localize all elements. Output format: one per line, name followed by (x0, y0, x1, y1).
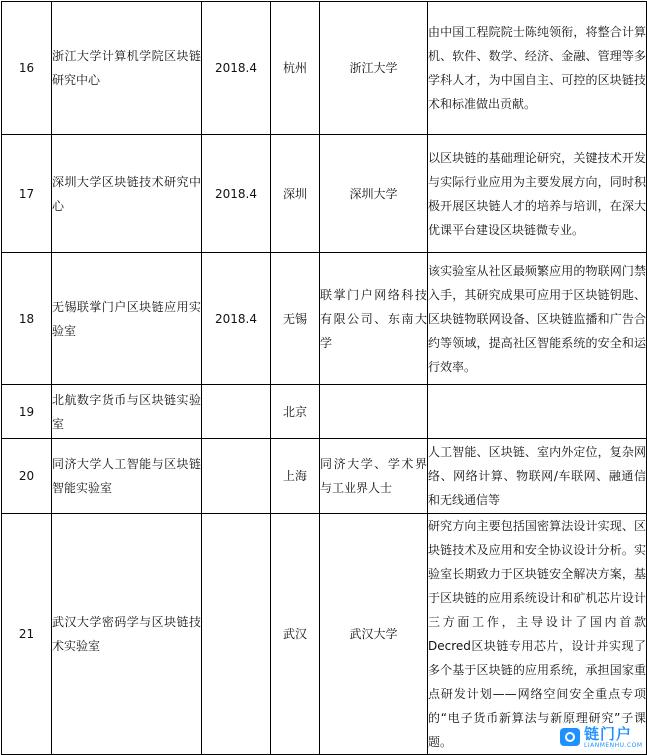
table-row (2, 439, 647, 514)
organization: 同济大学、学术界与工业界人士 (320, 439, 428, 514)
founded-date (202, 514, 271, 755)
watermark-logo (560, 726, 642, 750)
founded-date (202, 439, 271, 514)
city: 武汉 (271, 514, 320, 755)
organization: 武汉大学 (320, 514, 428, 755)
row-number: 21 (2, 514, 52, 755)
description: 以区块链的基础理论研究，关键技术开发与实际行业应用为主要发展方向，同时积极开展区块链人才的培养与培训，在深大优课平台建设区块链微专业。 (428, 135, 647, 253)
lab-name: 深圳大学区块链技术研究中心 (52, 135, 202, 253)
table-row (2, 135, 647, 253)
description: 由中国工程院院士陈纯领衔，将整合计算机、软件、数学、经济、金融、管理等多学科人才，为中国自主、可控的区块链技术和标准做出贡献。 (428, 2, 647, 135)
lab-name: 无锡联掌门户区块链应用实验室 (52, 253, 202, 385)
city: 深圳 (271, 135, 320, 253)
city: 上海 (271, 439, 320, 514)
organization (320, 385, 428, 439)
description: 研究方向主要包括国密算法设计实现、区块链技术及应用和安全协议设计分析。实验室长期致力于区块链安全解决方案，基于区块链的应用系统设计和矿机芯片设计三方面工作，主导设计了国内首款Decred区块链专用芯片，设计并实现了多个基于区块链的应用系统，承担国家重点研发计划——网络空间安全重点专项的“电子货币新算法与新原理研究”子课题。 (428, 514, 647, 755)
founded-date: 2018.4 (202, 253, 271, 385)
blockchain-lab-table (1, 1, 647, 755)
description: 该实验室从社区最频繁应用的物联网门禁入手，其研究成果可应用于区块链钥匙、区块链物联网设备、区块链监播和广告合约等领域，提高社区智能系统的安全和运行效率。 (428, 253, 647, 385)
lab-name: 北航数字货币与区块链实验室 (52, 385, 202, 439)
city: 无锡 (271, 253, 320, 385)
founded-date: 2018.4 (202, 2, 271, 135)
table-row (2, 385, 647, 439)
organization: 深圳大学 (320, 135, 428, 253)
table-row (2, 253, 647, 385)
lab-name: 同济大学人工智能与区块链智能实验室 (52, 439, 202, 514)
lab-name: 浙江大学计算机学院区块链研究中心 (52, 2, 202, 135)
founded-date: 2018.4 (202, 135, 271, 253)
table-row (2, 514, 647, 755)
organization: 浙江大学 (320, 2, 428, 135)
city: 杭州 (271, 2, 320, 135)
founded-date (202, 385, 271, 439)
city: 北京 (271, 385, 320, 439)
row-number: 17 (2, 135, 52, 253)
row-number: 18 (2, 253, 52, 385)
lab-name: 武汉大学密码学与区块链技术实验室 (52, 514, 202, 755)
organization: 联掌门户网络科技有限公司、东南大学 (320, 253, 428, 385)
watermark-text: 链门户 (584, 725, 633, 743)
watermark-subtext: LIANMENHU.COM (584, 742, 643, 749)
table-row (2, 2, 647, 135)
row-number: 20 (2, 439, 52, 514)
chain-logo-icon (560, 728, 580, 746)
description (428, 385, 647, 439)
row-number: 16 (2, 2, 52, 135)
description: 人工智能、区块链、室内外定位，复杂网络、网络计算、物联网/车联网、融通信和无线通信等 (428, 439, 647, 514)
row-number: 19 (2, 385, 52, 439)
